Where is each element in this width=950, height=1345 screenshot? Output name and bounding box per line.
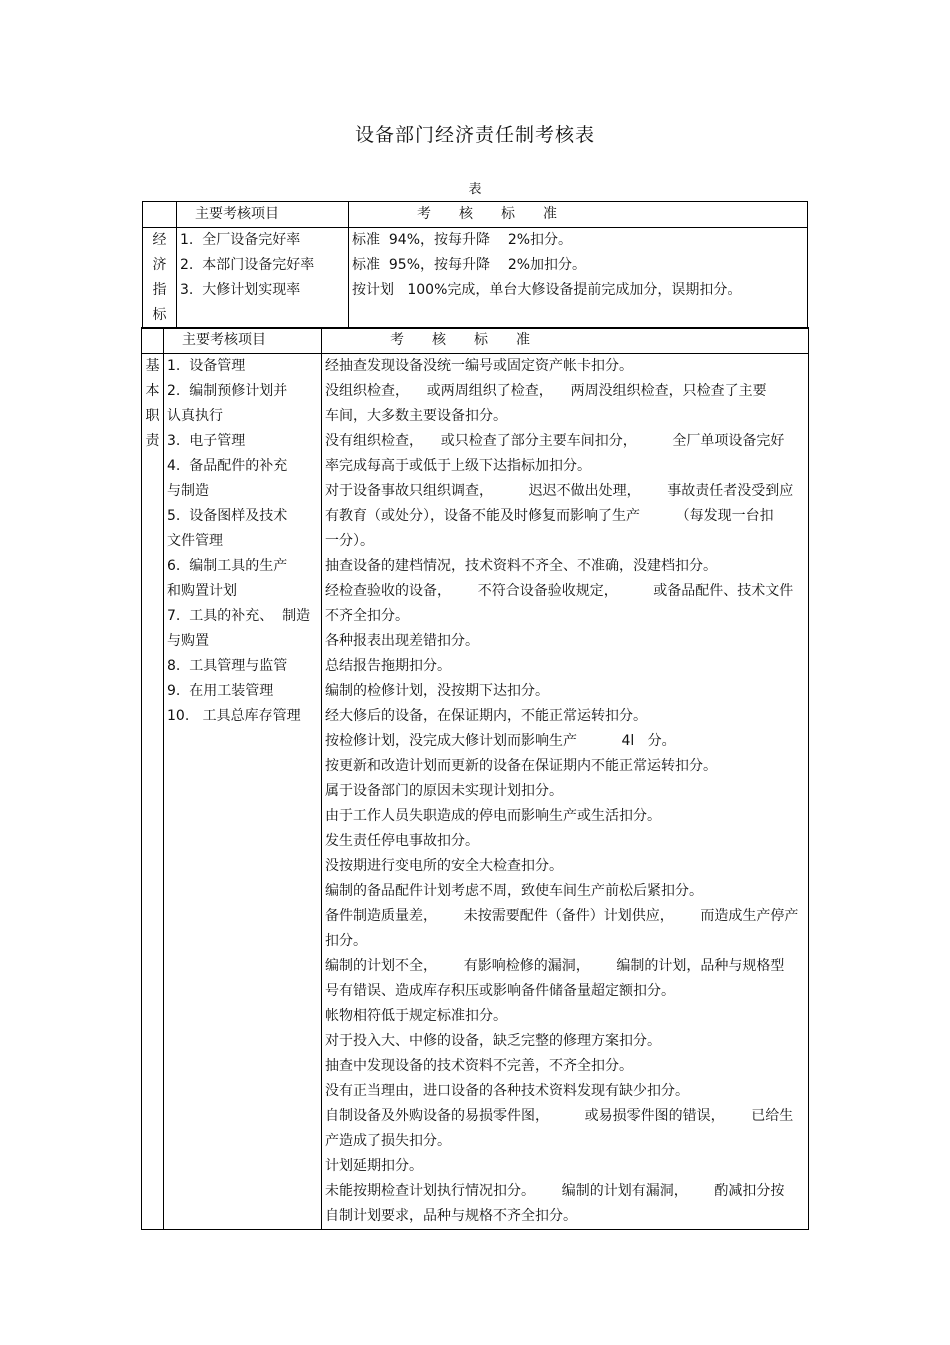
list-item: 9. 在用工装管理 [167,683,274,699]
table-header-row [142,328,809,354]
criteria-line: 没组织检查， 或两周组织了检查， 两周没组织检查，只检查了主要 [325,383,767,399]
side-label-char: 标 [152,307,167,323]
criteria-line: 一分）。 [325,533,374,549]
header-criteria: 考 核 标 准 [349,202,808,228]
list-item: 3. 电子管理 [167,433,246,449]
criteria-line: 属于设备部门的原因未实现计划扣分。 [325,783,563,799]
table-header-row [143,202,808,228]
list-item: 5. 设备图样及技术 [167,508,288,524]
criteria-line: 经检查验收的设备， 不符合设备验收规定， 或备品配件、技术文件 [325,583,794,599]
basic-duties-table [141,327,809,1230]
criteria-line: 产造成了损失扣分。 [325,1133,451,1149]
page-subtitle: 表 [468,182,482,197]
list-item: 6. 编制工具的生产 [167,558,288,574]
criteria-list [349,228,808,329]
criteria-line: 车间，大多数主要设备扣分。 [325,408,507,424]
header-criteria: 考 核 标 准 [322,328,809,354]
list-item: 8. 工具管理与监管 [167,658,288,674]
criteria-line: 抽查中发现设备的技术资料不完善，不齐全扣分。 [325,1058,633,1074]
criteria-line: 按计划 100%完成，单台大修设备提前完成加分，误期扣分。 [352,282,742,298]
criteria-line: 未能按期检查计划执行情况扣分。 编制的计划有漏洞， 酌减扣分按 [325,1183,785,1199]
table-body-row [143,228,808,329]
criteria-line: 备件制造质量差， 未按需要配件（备件）计划供应， 而造成生产停产 [325,908,799,924]
criteria-list [322,354,809,1230]
criteria-line: 计划延期扣分。 [325,1158,423,1174]
criteria-line: 编制的检修计划，没按期下达扣分。 [325,683,549,699]
criteria-line: 各种报表出现差错扣分。 [325,633,479,649]
criteria-line: 号有错误、造成库存积压或影响备件储备量超定额扣分。 [325,983,675,999]
list-item: 1. 全厂设备完好率 [180,232,301,248]
criteria-line: 对于设备事故只组织调查， 迟迟不做出处理， 事故责任者没受到应 [325,483,794,499]
criteria-line: 编制的备品配件计划考虑不周，致使车间生产前松后紧扣分。 [325,883,703,899]
criteria-line: 率完成每高于或低于上级下达指标加扣分。 [325,458,591,474]
page-title: 设备部门经济责任制考核表 [354,124,595,146]
list-item: 与制造 [167,483,209,499]
side-label-char: 经 [152,232,167,248]
list-item: 2. 编制预修计划并 [167,383,288,399]
header-blank-cell [143,202,177,228]
criteria-line: 按检修计划，没完成大修计划而影响生产 4l 分。 [325,733,676,749]
criteria-line: 发生责任停电事故扣分。 [325,833,479,849]
header-item: 主要考核项目 [164,328,322,354]
criteria-line: 按更新和改造计划而更新的设备在保证期内不能正常运转扣分。 [325,758,717,774]
criteria-line: 总结报告拖期扣分。 [325,658,451,674]
header-item: 主要考核项目 [177,202,349,228]
criteria-line: 有教育（或处分），设备不能及时修复而影响了生产 （每发现一台扣 [325,508,774,524]
list-item: 2. 本部门设备完好率 [180,257,315,273]
criteria-line: 没有正当理由，进口设备的各种技术资料发现有缺少扣分。 [325,1083,689,1099]
side-label-char: 本 [145,383,160,399]
criteria-line: 标准 95%，按每升降 2%加扣分。 [352,257,587,273]
list-item: 3. 大修计划实现率 [180,282,301,298]
list-item: 和购置计划 [167,583,237,599]
list-item: 与购置 [167,633,209,649]
list-item: 10. 工具总库存管理 [167,708,301,724]
side-label-char: 指 [152,282,167,298]
criteria-line: 没有组织检查， 或只检查了部分主要车间扣分， 全厂单项设备完好 [325,433,785,449]
criteria-line: 抽查设备的建档情况，技术资料不齐全、不准确，没建档扣分。 [325,558,717,574]
criteria-line: 标准 94%，按每升降 2%扣分。 [352,232,573,248]
criteria-line: 对于投入大、中修的设备，缺乏完整的修理方案扣分。 [325,1033,661,1049]
list-item: 1. 设备管理 [167,358,246,374]
criteria-line: 经大修后的设备，在保证期内，不能正常运转扣分。 [325,708,647,724]
header-blank-cell [142,328,164,354]
criteria-line: 扣分。 [325,933,367,949]
side-label [143,228,177,329]
side-label-char: 责 [145,433,160,449]
side-label [142,354,164,1230]
criteria-line: 帐物相符低于规定标准扣分。 [325,1008,507,1024]
list-item: 文件管理 [167,533,223,549]
list-item: 7. 工具的补充、 制造 [167,608,311,624]
item-list [177,228,349,329]
criteria-line: 由于工作人员失职造成的停电而影响生产或生活扣分。 [325,808,661,824]
item-list [164,354,322,1230]
criteria-line: 没按期进行变电所的安全大检查扣分。 [325,858,563,874]
criteria-line: 经抽查发现设备没统一编号或固定资产帐卡扣分。 [325,358,633,374]
economic-indicators-table [142,201,808,329]
list-item: 4. 备品配件的补充 [167,458,288,474]
table-body-row [142,354,809,1230]
side-label-char: 职 [145,408,160,424]
list-item: 认真执行 [167,408,223,424]
side-label-char: 济 [152,257,167,273]
criteria-line: 编制的计划不全， 有影响检修的漏洞， 编制的计划，品种与规格型 [325,958,785,974]
side-label-char: 基 [145,358,160,374]
criteria-line: 自制计划要求，品种与规格不齐全扣分。 [325,1208,577,1224]
criteria-line: 不齐全扣分。 [325,608,409,624]
criteria-line: 自制设备及外购设备的易损零件图， 或易损零件图的错误， 已给生 [325,1108,794,1124]
